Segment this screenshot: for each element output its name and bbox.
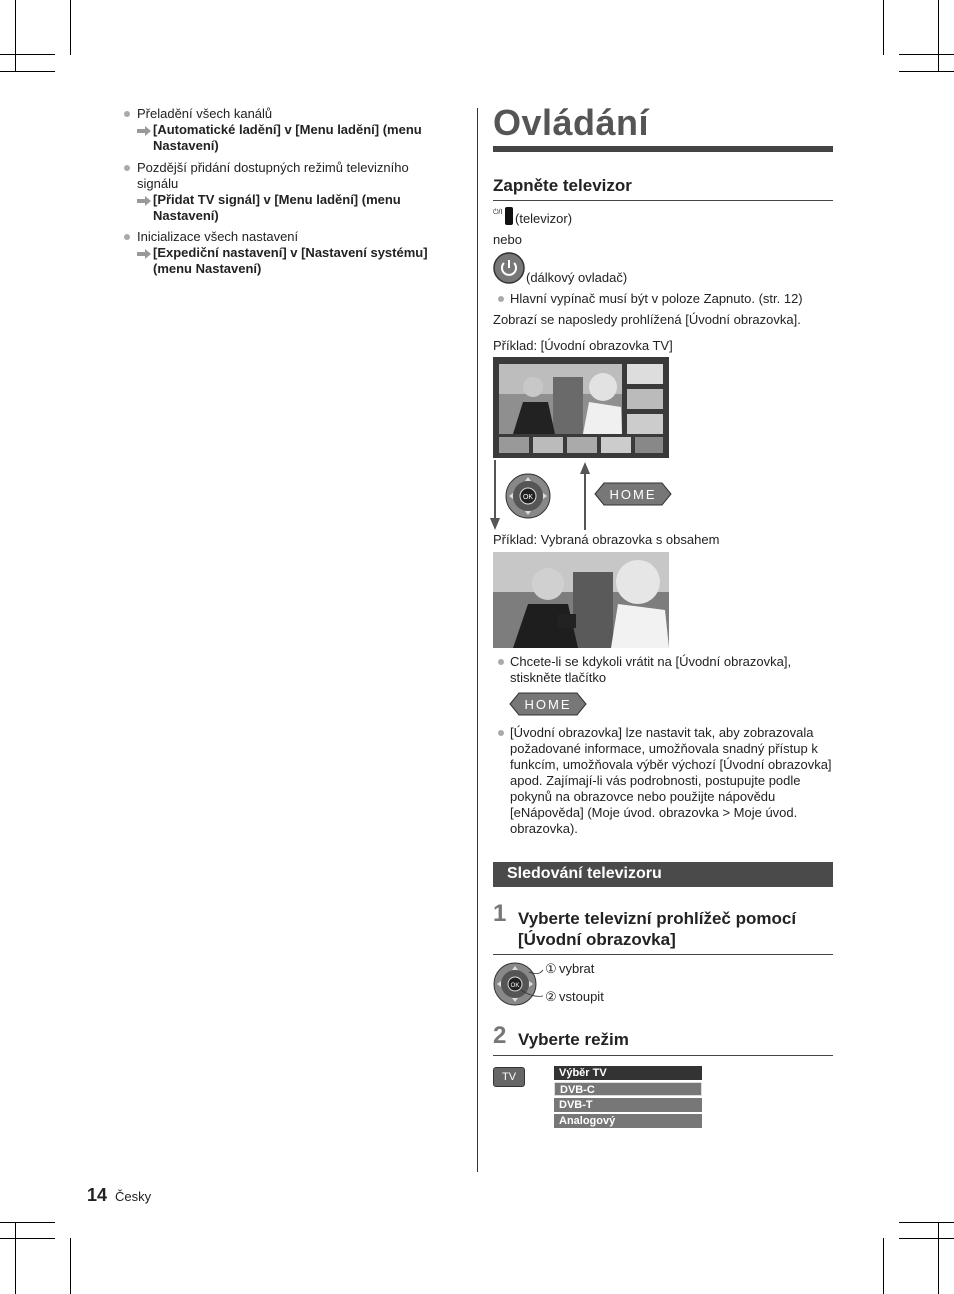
- remote-label: (dálkový ovladač): [526, 270, 628, 285]
- crop-mark: [15, 1222, 16, 1294]
- home-screen-image: [493, 357, 669, 458]
- or-text: nebo: [493, 232, 522, 247]
- menu-item-dvb-c[interactable]: DVB-C: [554, 1082, 702, 1096]
- crop-mark: [938, 0, 939, 72]
- page-title: Ovládání: [493, 102, 650, 143]
- left-item-2-path: [Přidat TV signál] v [Menu ladění] (menu Nastavení): [153, 192, 401, 223]
- language-label: Česky: [115, 1189, 152, 1204]
- bullet-icon: [498, 296, 504, 302]
- example2-caption: Příklad: Vybraná obrazovka s obsahem: [493, 532, 720, 547]
- title-rule: [493, 146, 833, 152]
- bullet-icon: [124, 165, 130, 171]
- example1-caption: Příklad: [Úvodní obrazovka TV]: [493, 338, 673, 353]
- arrow-right-icon: [137, 196, 151, 206]
- menu-item-analog[interactable]: Analogový: [554, 1114, 702, 1128]
- crop-mark: [899, 71, 954, 72]
- bullet3-text: [Úvodní obrazovka] lze nastavit tak, aby zobrazovala požadované informace, umožňovala snadný přístup k funkcím, umožňovala výběr výchozí [Úvodní obrazovka] apod. Zajímají-li vás podrobnosti, postupujte podle pokynů na obrazovce nebo použijte nápovědu [eNápověda] (Moje úvod. obrazovka > Moje úvod. obrazovka).: [510, 725, 832, 836]
- heading-rule: [493, 200, 833, 201]
- left-item-1-text: Přeladění všech kanálů: [137, 106, 273, 121]
- bullet-icon: [124, 111, 130, 117]
- select-label: vybrat: [559, 961, 595, 976]
- crop-mark: [938, 1222, 939, 1294]
- arrow-right-icon: [137, 126, 151, 136]
- banner-title: Sledování televizoru: [507, 865, 662, 882]
- column-divider: [477, 108, 478, 1172]
- home-label: HOME: [609, 487, 657, 502]
- circled-two: ②: [545, 989, 557, 1004]
- menu-item-dvb-t[interactable]: DVB-T: [554, 1098, 702, 1112]
- crop-mark: [0, 1238, 55, 1239]
- heading-rule: [493, 954, 833, 955]
- content-screen-image: [493, 552, 669, 648]
- crop-mark: [899, 1222, 954, 1223]
- page-number: 14: [87, 1185, 108, 1205]
- home-label: HOME: [524, 697, 572, 712]
- bullet-icon: [498, 659, 504, 665]
- ok-label: OK: [522, 494, 534, 501]
- crop-mark: [899, 54, 954, 55]
- section-heading: Zapněte televizor: [493, 176, 632, 195]
- step1-heading: Vyberte televizní prohlížeč pomocí [Úvodní obrazovka]: [518, 909, 797, 949]
- circled-one: ①: [545, 961, 557, 976]
- left-item-3-text: Inicializace všech nastavení: [137, 229, 299, 244]
- tv-power-button-icon: [505, 207, 513, 225]
- crop-mark: [899, 1238, 954, 1239]
- enter-label: vstoupit: [559, 989, 604, 1004]
- crop-mark: [70, 1238, 71, 1294]
- home-button-icon: [509, 691, 587, 717]
- crop-mark: [0, 54, 55, 55]
- heading-rule: [493, 1055, 833, 1056]
- arrow-down-icon: [490, 460, 500, 530]
- step2-heading: Vyberte režim: [518, 1030, 629, 1049]
- arrow-right-icon: [137, 249, 151, 259]
- crop-mark: [883, 1238, 884, 1294]
- home-button-icon: [594, 481, 672, 507]
- left-item-2-text: Pozdější přidání dostupných režimů televizního signálu: [137, 160, 409, 191]
- bullet-icon: [498, 730, 504, 736]
- dpad-icon: [493, 962, 545, 1006]
- power-symbol-label: ⏻/I: [493, 209, 503, 216]
- section-banner: [493, 862, 833, 887]
- ok-label: OK: [510, 983, 520, 989]
- left-item-1-path: [Automatické ladění] v [Menu ladění] (menu Nastavení): [153, 122, 422, 153]
- step-number: 1: [493, 900, 507, 927]
- bullet-text: Hlavní vypínač musí být v poloze Zapnuto. (str. 12): [510, 291, 803, 306]
- bullet2-text: Chcete-li se kdykoli vrátit na [Úvodní obrazovka], stiskněte tlačítko: [510, 654, 792, 685]
- tv-button[interactable]: TV: [493, 1067, 525, 1087]
- note-text: Zobrazí se naposledy prohlížená [Úvodní obrazovka].: [493, 312, 801, 327]
- bullet-icon: [124, 234, 130, 240]
- ok-dpad-icon: [505, 473, 551, 519]
- left-item-3-path: [Expediční nastavení] v [Nastavení systému] (menu Nastavení): [153, 245, 428, 276]
- menu-title: Výběr TV: [554, 1066, 702, 1080]
- crop-mark: [15, 0, 16, 72]
- tv-label: (televizor): [515, 211, 573, 226]
- crop-mark: [0, 1222, 55, 1223]
- remote-power-button-icon: [493, 252, 525, 284]
- arrow-up-icon: [580, 462, 590, 530]
- step-number: 2: [493, 1022, 507, 1049]
- crop-mark: [70, 0, 71, 55]
- crop-mark: [883, 0, 884, 55]
- crop-mark: [0, 71, 55, 72]
